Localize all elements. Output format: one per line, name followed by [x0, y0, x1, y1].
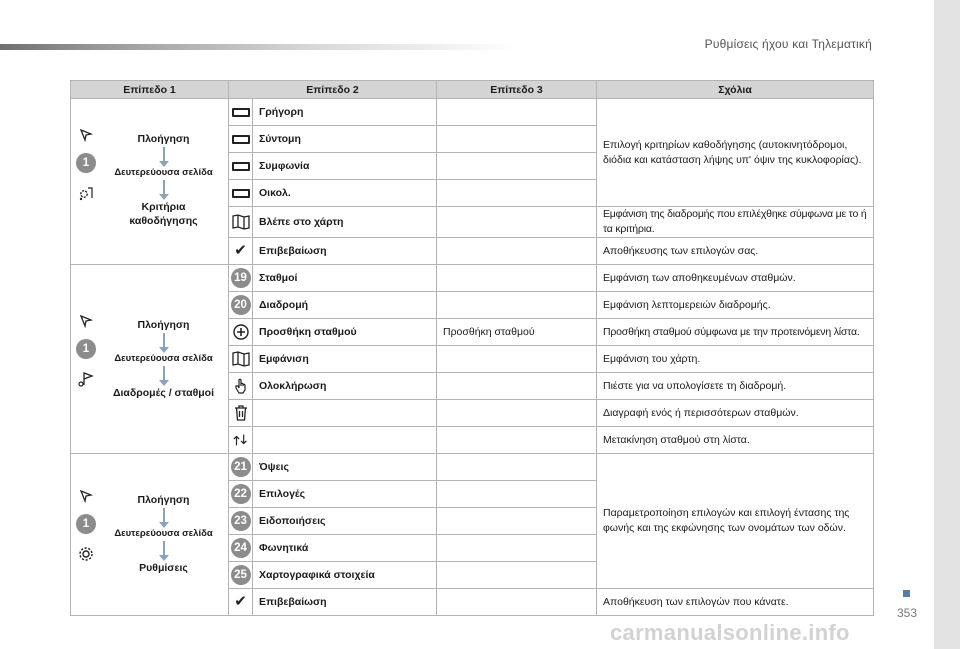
header-decorative-rule	[0, 44, 520, 50]
comment-display: Εμφάνιση του χάρτη.	[597, 346, 874, 373]
navigation-icon	[77, 488, 95, 504]
header-level-1: Επίπεδο 1	[71, 81, 229, 99]
level3-cell	[437, 427, 597, 454]
compromise-route-icon	[229, 153, 253, 180]
down-arrow-icon	[163, 147, 165, 161]
map-icon	[232, 214, 250, 230]
level3-cell	[437, 535, 597, 562]
down-arrow-icon	[163, 180, 165, 194]
level1-badge: 1	[76, 514, 96, 534]
comment-confirm: Αποθήκευσης των επιλογών σας.	[597, 238, 874, 265]
level3-cell	[437, 454, 597, 481]
level1-group-routes	[71, 265, 229, 454]
table-row	[71, 265, 874, 292]
level3-cell	[437, 589, 597, 616]
check-icon: ✔	[234, 593, 247, 610]
level2-short: Σύντομη	[253, 126, 437, 153]
comment-reorder: Μετακίνηση σταθμού στη λίστα.	[597, 427, 874, 454]
number-badge: 20	[231, 295, 251, 315]
level3-cell	[437, 126, 597, 153]
comment-add-stop: Προσθήκη σταθμού σύμφωνα με την προτεινόμενη λίστα.	[597, 319, 874, 346]
number-badge: 21	[231, 457, 251, 477]
map-icon	[232, 351, 250, 367]
level1-title: Πλοήγηση	[137, 133, 190, 145]
level3-cell	[437, 481, 597, 508]
level2-compromise: Συμφωνία	[253, 153, 437, 180]
comment-delete: Διαγραφή ενός ή περισσότερων σταθμών.	[597, 400, 874, 427]
level2-views: Όψεις	[253, 454, 437, 481]
level3-cell	[437, 400, 597, 427]
level3-cell	[437, 292, 597, 319]
comment-stops: Εμφάνιση των αποθηκευμένων σταθμών.	[597, 265, 874, 292]
table-row	[71, 99, 874, 126]
level2-options: Επιλογές	[253, 481, 437, 508]
number-badge: 23	[231, 511, 251, 531]
page-number: 353	[897, 606, 918, 620]
level2-route: Διαδρομή	[253, 292, 437, 319]
level3-add-stop: Προσθήκη σταθμού	[437, 319, 597, 346]
comment-route: Εμφάνιση λεπτομερειών διαδρομής.	[597, 292, 874, 319]
level3-cell	[437, 346, 597, 373]
down-arrow-icon	[163, 508, 165, 522]
page-side-band	[934, 0, 960, 649]
level1-subtitle: Δευτερεύουσα σελίδα	[114, 528, 213, 539]
level1-final: Ρυθμίσεις	[139, 562, 188, 574]
level2-map-data: Χαρτογραφικά στοιχεία	[253, 562, 437, 589]
level2-eco: Οικολ.	[253, 180, 437, 207]
settings-route-icon	[77, 185, 95, 201]
level2-fast: Γρήγορη	[253, 99, 437, 126]
down-arrow-icon	[163, 333, 165, 347]
number-badge: 25	[231, 565, 251, 585]
level2-stops: Σταθμοί	[253, 265, 437, 292]
header-level-2: Επίπεδο 2	[229, 81, 437, 99]
level2-view-on-map: Βλέπε στο χάρτη	[253, 207, 437, 238]
level1-badge: 1	[76, 339, 96, 359]
add-stop-icon	[232, 324, 250, 340]
level1-final: Διαδρομές / σταθμοί	[112, 387, 215, 399]
reorder-icon	[232, 432, 250, 448]
number-badge: 24	[231, 538, 251, 558]
comment-complete: Πιέστε για να υπολογίσετε τη διαδρομή.	[597, 373, 874, 400]
short-route-icon	[229, 126, 253, 153]
navigation-icon	[77, 127, 95, 143]
settings-table	[70, 80, 874, 616]
navigation-icon	[77, 313, 95, 329]
level1-title: Πλοήγηση	[137, 494, 190, 506]
level3-cell	[437, 99, 597, 126]
level1-badge: 1	[76, 153, 96, 173]
comment-guidance-criteria: Επιλογή κριτηρίων καθοδήγησης (αυτοκινητόδρομοι, διόδια και κατάσταση λήψης υπ' όψιν της κυκλοφορίας).	[597, 99, 874, 207]
level3-cell	[437, 180, 597, 207]
route-flag-icon	[77, 371, 95, 387]
check-icon: ✔	[234, 242, 247, 259]
level1-subtitle: Δευτερεύουσα σελίδα	[114, 353, 213, 364]
level2-confirm: Επιβεβαίωση	[253, 238, 437, 265]
level2-cell	[253, 400, 437, 427]
trash-icon	[232, 405, 250, 421]
level1-group-settings	[71, 454, 229, 616]
level2-confirm: Επιβεβαίωση	[253, 589, 437, 616]
down-arrow-icon	[163, 366, 165, 380]
touch-icon	[232, 378, 250, 394]
comment-view-on-map: Εμφάνιση της διαδρομής που επιλέχθηκε σύμφωνα με το ή τα κριτήρια.	[597, 207, 874, 238]
watermark: carmanualsonline.info	[610, 620, 850, 645]
level2-display: Εμφάνιση	[253, 346, 437, 373]
header-comments: Σχόλια	[597, 81, 874, 99]
table-header-row	[71, 81, 874, 99]
page-marker	[903, 590, 910, 597]
fast-route-icon	[229, 99, 253, 126]
down-arrow-icon	[163, 541, 165, 555]
level1-title: Πλοήγηση	[137, 319, 190, 331]
table-row	[71, 454, 874, 481]
level2-voice: Φωνητικά	[253, 535, 437, 562]
level3-cell	[437, 265, 597, 292]
level2-alerts: Ειδοποιήσεις	[253, 508, 437, 535]
number-badge: 19	[231, 268, 251, 288]
level3-cell	[437, 153, 597, 180]
eco-route-icon	[229, 180, 253, 207]
number-badge: 22	[231, 484, 251, 504]
comment-confirm: Αποθήκευση των επιλογών που κάνατε.	[597, 589, 874, 616]
header-level-3: Επίπεδο 3	[437, 81, 597, 99]
level2-complete: Ολοκλήρωση	[253, 373, 437, 400]
comment-settings: Παραμετροποίηση επιλογών και επιλογή έντασης της φωνής και της εκφώνησης των ονομάτων των οδών.	[597, 454, 874, 589]
level3-cell	[437, 238, 597, 265]
level2-cell	[253, 427, 437, 454]
level2-add-stop: Προσθήκη σταθμού	[253, 319, 437, 346]
settings-gear-icon	[77, 546, 95, 562]
level1-subtitle: Δευτερεύουσα σελίδα	[114, 167, 213, 178]
page-header-title: Ρυθμίσεις ήχου και Τηλεματική	[704, 37, 872, 51]
level3-cell	[437, 508, 597, 535]
level3-cell	[437, 207, 597, 238]
level3-cell	[437, 373, 597, 400]
level3-cell	[437, 562, 597, 589]
level1-final: Κριτήρια καθοδήγησης	[129, 201, 198, 227]
level1-group-guidance	[71, 99, 229, 265]
